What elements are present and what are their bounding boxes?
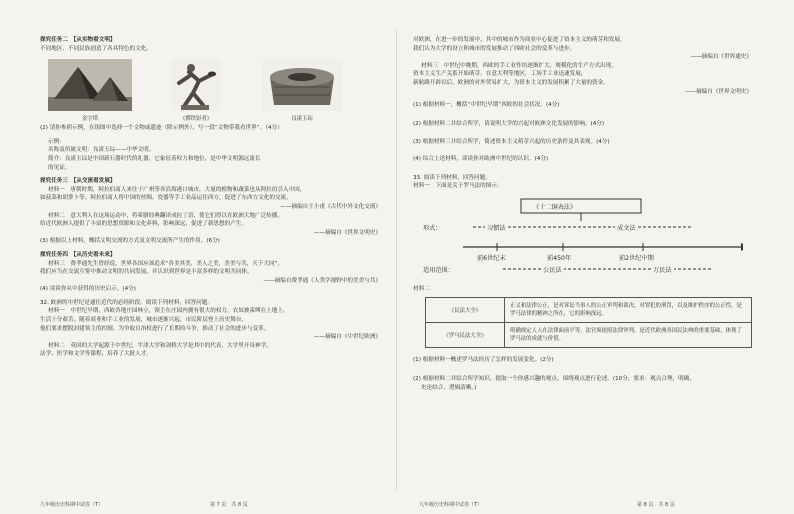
timeline-scope-label: 适用范围：	[423, 266, 454, 274]
question-2: (2) 请你参照示例，在组图中选择一个文物或遗迹（除示例外），写一段“文物带我看世界”。（4分）	[40, 125, 283, 132]
material-3-source: ——摘编自费孝通《人类学视野中的美美与共》	[263, 277, 381, 284]
right-top-line: 对欧洲，在进一步的发展中，其中的城市作为商业中心促进了资本主义的萌芽和发展，	[413, 37, 626, 43]
question-33: 33. 阅读下列材料，回答问题。	[413, 174, 491, 181]
q33-question-1: (1) 根据材料一概述罗马法经历了怎样的发展变化。(2分)	[413, 357, 554, 364]
table-cell-desc: 正义和法律公正，是对诉讼当事人的公正审判和裁决，对罪犯的刑罚，以及维护秩序的公正性，是罗马法律的精神之所在，它的影响深远。	[510, 303, 742, 318]
timeline-date-c: 前2世纪中期	[619, 254, 654, 262]
example-label: 示例：	[48, 138, 65, 145]
right-question-2: (2) 根据材料二并结合所学，请说明大学的兴起对欧洲文化发展的影响。(4分)	[413, 120, 605, 127]
task4-title: 探究任务四 【从历史看未来】	[40, 251, 116, 258]
q32-material-2-line: 法学、医学和文学等课程，培养了大批人才。	[40, 351, 152, 358]
pyramid-image	[48, 59, 132, 111]
q32-material-2-line: 材料二 英国的大学起源于中世纪，牛津大学和剑桥大学是其中的代表，大学里开设神学、	[48, 342, 272, 349]
q33-material-2: 材料二	[413, 285, 430, 292]
right-question-3: (3) 根据材料三并结合所学，简述资本主义萌芽兴起的历史条件及其表现。(4分)	[413, 139, 610, 146]
material-3-line: 材料三 费孝通先生曾经说，世界各国应该追求“各美其美，美人之美，美美与共，天下大同”。	[48, 260, 284, 267]
table-row	[426, 298, 751, 323]
table-cell-name: 《罗马民法大全》	[426, 323, 505, 347]
timeline-title: 《十二铜表法》	[533, 203, 577, 211]
task2-title: 探究任务二 【从实物看文明】	[40, 37, 116, 43]
material-1-line: 材料一 唐朝时期，阿拉伯商人来往于广州等各沿海港口城市，大量的植物和蔬菜也从阿拉伯引入中国，	[48, 186, 306, 193]
example-line-1: 名称及所属文明：良渚玉琮——中华文明。	[48, 147, 155, 154]
timeline-form-a: 习惯法	[487, 224, 506, 232]
caption-jade: 良渚玉琮	[291, 116, 313, 123]
timeline-date-b: 前450年	[547, 254, 572, 262]
q32-material-1-source: ——摘编自《中世纪欧洲》	[313, 334, 381, 341]
question-32: 32. 欧洲的中世纪是通往近代的必经阶段。阅读下列材料，回答问题。	[40, 299, 213, 306]
q32-material-1-line: 他们要求摆脱封建领主的控制，为争取自治权进行了长期的斗争，推动了社会的进步与变革。	[40, 325, 270, 332]
timeline-lines	[423, 197, 743, 281]
timeline-scope-b: 万民法	[653, 266, 672, 274]
timeline-date-a: 前6世纪末	[477, 254, 506, 262]
timeline-form-b: 成文法	[617, 224, 636, 232]
artifact-jade	[260, 59, 344, 122]
right-material-3-line: 新航路开辟以后，欧洲的对外贸易扩大，为资本主义的发展积累了大量的资金。	[413, 79, 609, 86]
statue-image	[171, 59, 221, 111]
caption-statue: 《掷铁饼者》	[179, 116, 213, 123]
right-question-1: (1) 根据材料一，概括“中世纪早期”西欧的社会状况。(4分)	[413, 102, 560, 109]
timeline-form-label: 形式：	[423, 224, 442, 232]
right-material-3-line: 资本主义生产关系开始萌芽。在意大利等地区，工场手工业迅速发展，	[413, 71, 587, 78]
table-row	[426, 323, 751, 347]
right-top-source: ——摘编自《世界通史》	[690, 54, 752, 61]
footer-right-page: 第 8 页 共 8 页	[637, 502, 675, 508]
q33-material-1: 材料一 下面是关于罗马法的图示：	[413, 183, 503, 190]
question-3: (3) 根据以上材料，概括文明交流的方式及文明交流所产生的作用。(6分)	[40, 238, 220, 245]
material-2-source: ——摘编自《世界文明史》	[313, 229, 381, 236]
q32-material-1-line: 生活十分艰苦。随着商业和手工业的发展，城市逐渐兴起，市民阶层登上历史舞台，	[40, 317, 247, 324]
right-material-3-line: 材料三 中世纪中晚期，西欧的手工业作坊逐渐扩大，规模化的生产方式出现，	[421, 62, 617, 69]
material-2-line: 给近代欧洲人提供了丰富的思想资源和文化养料，影响深远，促进了新思想的产生。	[40, 221, 247, 228]
footer-left-page: 第 7 页 共 8 页	[210, 502, 248, 508]
material-1-source: ——摘编自王小甫《古代中外文化交流》	[280, 203, 381, 210]
task2-intro: 不同地区、不同民族创造了各具特色的文化。	[40, 45, 152, 52]
right-top-line: 我们认为大学的设立和城市的发展推动了西欧社会的变革与进步。	[413, 45, 576, 52]
artifact-pyramid	[48, 59, 132, 122]
artifact-images	[48, 59, 385, 122]
table-cell-desc: 明确规定人人在法律面前平等，法官须依照法律审判，是近代欧洲各国民法典的重要基础，体现了罗马法的成就与价值。	[510, 328, 742, 343]
q33-question-2a: (2) 根据材料二并结合所学知识，提取一个你感兴趣的观点，围绕观点进行论述。(10分，要求：观点合理，明确，	[413, 375, 695, 382]
example-line-2: 简介：良渚玉琮是中国新石器时代的礼器，它象征着权力和地位，是中华文明源远流长	[48, 155, 261, 162]
task3-title: 探究任务三 【从交流看发展】	[40, 178, 116, 185]
artifact-statue	[154, 59, 238, 122]
jade-image	[262, 59, 342, 111]
example-line-3: 的见证。	[48, 164, 71, 171]
right-page	[397, 0, 794, 514]
material-3-line: 我们应当在交流互鉴中推动文明的共同发展，并认识到世界是丰富多样的文明共同体。	[40, 269, 253, 276]
table-cell-name: 《民法大全》	[426, 298, 505, 322]
question-4: (4) 谈谈你从中获得的历史启示。(4分)	[40, 286, 136, 293]
timeline-scope-a: 公民法	[543, 266, 562, 274]
footer-right-title: 九年级历史科期中试卷（T）	[419, 502, 483, 508]
footer-left-title: 九年级历史科期中试卷（T）	[40, 502, 104, 508]
caption-pyramid: 金字塔	[81, 116, 99, 123]
material-2-line: 材料二 意大利人在这场运动中，将希腊经典翻译成拉丁语，使它们得以在欧洲大地广泛传播，	[48, 212, 283, 219]
material-1-line: 如菠菜和胡萝卜等。阿拉伯商人将中国的丝绸、瓷器等手工业品运往西方，促进了东西方文化的交流。	[40, 195, 292, 202]
right-material-3-source: ——摘编自《世界文明史》	[684, 88, 752, 95]
law-table	[425, 297, 752, 348]
roman-law-timeline	[423, 197, 756, 281]
right-question-4: (4) 综合上述材料，谈谈你对欧洲中世纪的认识。(4分)	[413, 155, 549, 162]
q32-material-1-line: 材料一 中世纪早期，西欧各地庄园林立，领主在庄园内拥有很大的权力，农奴被束缚在土地上，	[48, 308, 289, 315]
q33-question-2b: 史论结合，逻辑清晰。)	[421, 384, 477, 391]
